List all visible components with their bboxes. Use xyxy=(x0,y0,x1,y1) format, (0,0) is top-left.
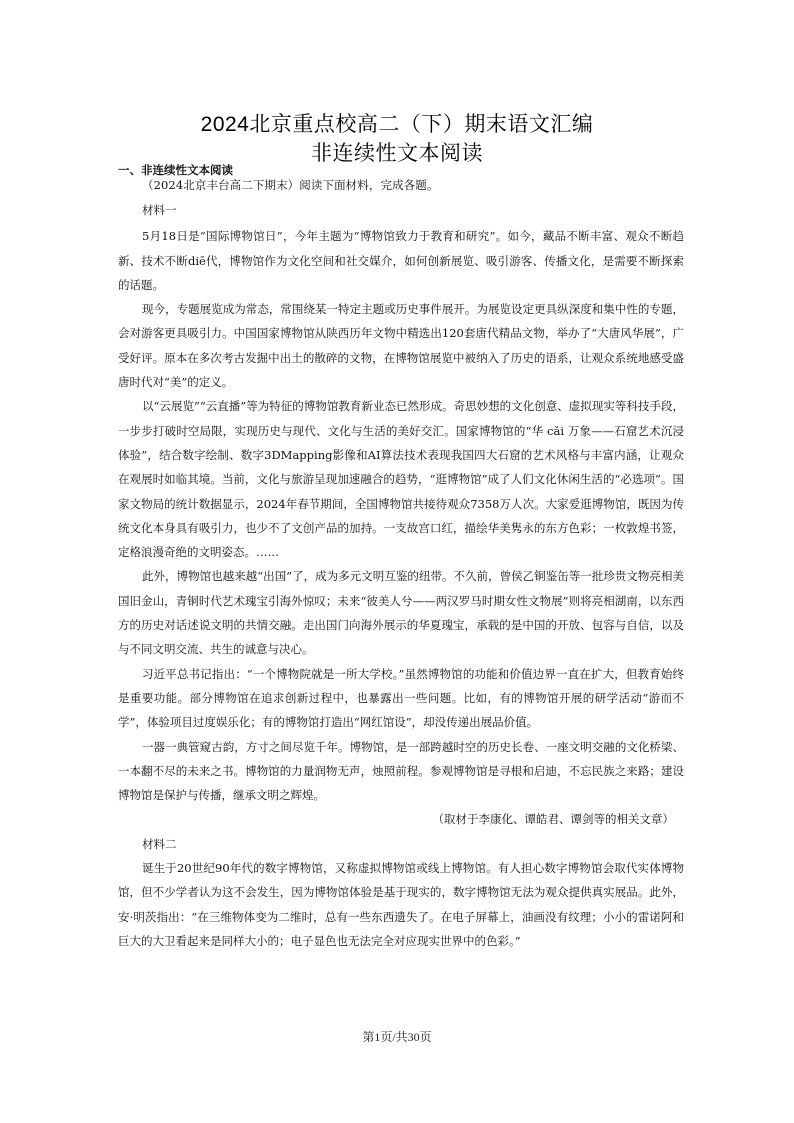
material2-paragraph: 诞生于20世纪90年代的数字博物馆，又称虚拟博物馆或线上博物馆。有人担心数字博物馆会取代实体博物馆，但不少学者认为这不会发生，因为博物馆体验是基于现实的，数字博物馆无法为观众提供真实展品。此外，安·明茨指出：“在三维物体变为二维时，总有一些东西遗失了。在电子屏幕上，油画没有纹理；小小的雷诺阿和巨大的大卫看起来是同样大小的；电子显色也无法完全对应现实世界中的色彩。” xyxy=(118,861,684,948)
material1-paragraph: 一器一典管窥古韵，方寸之间尽览千年。博物馆，是一部跨越时空的历史长卷、一座文明交融的文化桥梁、一本翻不尽的未来之书。博物馆的力量润物无声，烛照前程。参观博物馆是寻根和启迪，不忘民族之来路；建设博物馆是保护与传播，继承文明之辉煌。 xyxy=(118,739,684,803)
material2-label: 材料二 xyxy=(142,836,177,851)
section-heading: 一、非连续性文本阅读 xyxy=(118,163,233,177)
material1-paragraph: 此外，博物馆也越来越“出国”了，成为多元文明互鉴的纽带。不久前，曾侯乙铜鉴缶等一批珍贵文物亮相美国旧金山，青铜时代艺术瑰宝引海外惊叹；未来“彼美人兮——两汉罗马时期女性文物展”则将亮相湖南，以东西方的历史对话述说文明的共情交融。走出国门向海外展示的华夏瑰宝，承载的是中国的开放、包容与自信，以及与不同文明交流、共生的诚意与决心。 xyxy=(118,569,684,657)
document-subtitle: 非连续性文本阅读 xyxy=(311,142,483,165)
page-number: 第1页/共30页 xyxy=(362,1030,432,1044)
material-content xyxy=(118,198,684,953)
material1-attribution: （取材于李康化、谭皓君、谭剑等的相关文章） xyxy=(432,812,674,827)
material1-paragraph: 习近平总书记指出：“一个博物院就是一所大学校。”虽然博物馆的功能和价值边界一直在扩大，但教育始终是重要功能。部分博物馆在追求创新过程中，也暴露出一些问题。比如，有的博物馆开展的研学活动“游而不学”，体验项目过度娱乐化；有的博物馆打造出“网红馆设”，却没传递出展品价值。 xyxy=(118,666,684,730)
material1-paragraph: 现今，专题展览成为常态，常围绕某一特定主题或历史事件展开。为展览设定更具纵深度和集中性的专题，会对游客更具吸引力。中国国家博物馆从陕西历年文物中精选出120套唐代精品文物，举办了“大唐风华展”，广受好评。原本在多次考古发掘中出土的散碎的文物，在博物馆展览中被纳入了历史的语系，让观众系统地感受盛唐时代对“美”的定义。 xyxy=(118,302,684,390)
material1-paragraph: 5月18日是“国际博物馆日”，今年主题为“博物馆致力于教育和研究”。如今，藏品不断丰富、观众不断趋新、技术不断diē代，博物馆作为文化空间和社交媒介，如何创新展览、吸引游客、传播文化，是需要不断探索的话题。 xyxy=(118,229,684,292)
material1-label: 材料一 xyxy=(142,203,177,217)
material1-paragraph: 以“云展览”“云直播”等为特征的博物馆教育新业态已然形成。奇思妙想的文化创意、虚拟现实等科技手段，一步步打破时空局限，实现历史与现代、文化与生活的美好交汇。国家博物馆的“华 cǎi 万象——石窟艺术沉浸体验”，结合数字绘制、数字3DMapping影像和AI算法技术表现我国四大石窟的艺术风格与丰富内涵，让观众在观展时如临其境。当前，文化与旅游呈现加速融合的趋势，“逛博物馆”成了人们文化休闲生活的“必选项”。国家文物局的统计数据显示，2024年春节期间，全国博物馆共接待观众7358万人次。大家爱逛博物馆，既因为传统文化本身具有吸引力，也少不了文创产品的加持。一支故宫口红，描绘华美隽永的东方色彩；一枚敦煌书签，定格浪漫奇绝的文明姿态。…… xyxy=(118,399,684,560)
document-title: 2024北京重点校高二（下）期末语文汇编 xyxy=(200,113,594,136)
source-note: （2024北京丰台高二下期末）阅读下面材料，完成各题。 xyxy=(142,178,439,192)
